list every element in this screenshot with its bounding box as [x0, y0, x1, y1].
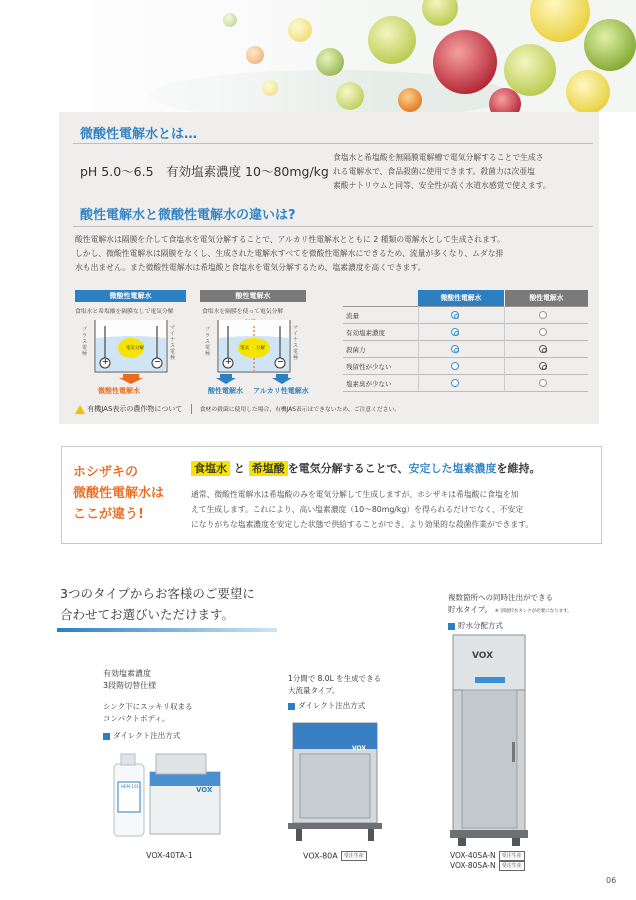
- diagram2-output-left: 酸性電解水: [208, 387, 243, 395]
- comparison-col1: 微酸性電解水: [418, 290, 504, 306]
- diagram2-center-left: 電気: [240, 346, 249, 351]
- product3-desc: 複数箇所への同時注出ができる 貯水タイプ。 ※ 別途貯水タンクが必要になります。: [448, 593, 572, 614]
- arrow-down-icon: [119, 374, 143, 384]
- feature-heading: ホシザキの 微酸性電解水は ここが違う!: [73, 465, 165, 522]
- product3-brand: VOX: [472, 651, 494, 661]
- comparison-col2: 酸性電解水: [505, 290, 588, 306]
- diagram1-minus-label: マイナス電極: [170, 325, 176, 361]
- product3-method: 貯水分配方式: [448, 620, 503, 631]
- row-label: 塩素臭が少ない: [346, 380, 392, 388]
- diagram1-output: 微酸性電解水: [98, 387, 140, 395]
- product1-bottle-label: HEM-101: [121, 784, 140, 789]
- warning-icon: [75, 405, 85, 414]
- divider: [191, 404, 192, 414]
- circle-icon: [539, 311, 547, 319]
- diagram1-sub: 食塩水と希塩酸を隔膜なしで電気分解: [75, 309, 174, 315]
- table-row: [343, 341, 588, 358]
- diagram2-plus-label: プラス電極: [205, 327, 211, 357]
- divider: [73, 226, 593, 227]
- double-circle-icon: [451, 328, 459, 336]
- divider: [504, 306, 505, 391]
- square-bullet-icon: [103, 733, 110, 740]
- section1-title: 微酸性電解水とは…: [80, 127, 198, 142]
- product3-models: VOX-40SA-N 受注生産 VOX-80SA-N 受注生産: [450, 851, 525, 871]
- product3-machine-image: [450, 632, 530, 850]
- notice-text: 食材の殺菌に使用した場合、有機JAS表示はできないため、ご注意ください。: [199, 407, 401, 413]
- product1-method: ダイレクト注出方式: [103, 730, 180, 741]
- table-row: [343, 324, 588, 341]
- diagram2-sub: 食塩水を隔膜を使って電気分解: [202, 309, 284, 315]
- product2-model: VOX-80A 受注生産: [303, 851, 367, 861]
- diagram1-center: 電気分解: [126, 346, 144, 351]
- section1-desc: 食塩水と希塩酸を無隔膜電解槽で電気分解することで生成さ れる電解水で、食品殺菌に使用できます。殺菌力は次亜塩 素酸ナトリウムと同等、安全性が高く水道水感覚で使えます。: [333, 153, 551, 190]
- row-label: 殺菌力: [346, 346, 366, 354]
- diagram2-plus: +: [225, 357, 232, 366]
- double-circle-icon: [451, 311, 459, 319]
- diagram2-header: 酸性電解水: [200, 290, 306, 302]
- circle-icon: [451, 362, 459, 370]
- product2-machine-image: [288, 718, 383, 843]
- circle-icon: [539, 328, 547, 336]
- square-bullet-icon: [288, 703, 295, 710]
- diagram1-header: 微酸性電解水: [75, 290, 186, 302]
- diagram1-minus: −: [154, 357, 161, 366]
- divider: [418, 306, 419, 391]
- product1-desc: シンク下にスッキリ収まる コンパクトボディ。: [103, 702, 193, 723]
- arrow-down-icon: [216, 374, 236, 384]
- feature-body: 通常、微酸性電解水は希塩酸のみを電気分解して生成しますが、ホシザキは希塩酸に食塩を加 えて生成します。これにより、高い塩素濃度（10〜80mg/kg）を得られるだけでなく、不安定 になりがちな塩素濃度を安定した状態で供給することができ、より効果的な殺菌作業ができます。: [191, 490, 534, 529]
- notice-title: 有機JAS表示の農作物について: [87, 405, 183, 413]
- row-label: 有効塩素濃度: [346, 329, 385, 337]
- arrow-down-icon: [272, 374, 292, 384]
- square-bullet-icon: [448, 623, 455, 630]
- product1-machine-image: [108, 750, 228, 845]
- diagram2-output-right: アルカリ性電解水: [253, 387, 309, 395]
- diagram2-center-right: 分解: [256, 346, 265, 351]
- row-label: 残留性が少ない: [346, 363, 392, 371]
- ph-spec: pH 5.0〜6.5 有効塩素濃度 10〜80mg/kg: [80, 164, 329, 179]
- table-row: [343, 375, 588, 392]
- diagram1-plus: +: [102, 357, 109, 366]
- feature-lead: 食塩水 と 希塩酸 を電気分解することで、安定した塩素濃度を維持。: [191, 460, 540, 476]
- notice: [75, 404, 400, 414]
- product1-model: VOX-40TA-1: [146, 851, 193, 860]
- diagram2-minus: −: [277, 357, 284, 366]
- circle-icon: [451, 379, 459, 387]
- intro-underline: [57, 628, 277, 632]
- product1-feature: 有効塩素濃度 3段階切替仕様: [103, 669, 157, 690]
- diagram2-minus-label: マイナス電極: [293, 325, 299, 361]
- circle-icon: [539, 379, 547, 387]
- highlight-hcl: 希塩酸: [249, 461, 288, 476]
- section2-title: 酸性電解水と微酸性電解水の違いは?: [80, 208, 296, 223]
- double-circle-icon: [539, 345, 547, 353]
- double-circle-icon: [451, 345, 459, 353]
- header-fruit-image: [0, 0, 636, 112]
- row-label: 流量: [346, 312, 359, 320]
- product2-desc: 1分間で 8.0L を生成できる 大流量タイプ。: [288, 674, 382, 695]
- page-number: 06: [606, 876, 617, 885]
- diagram1-plus-label: プラス電極: [82, 327, 88, 357]
- products-intro: 3つのタイプからお客様のご要望に 合わせてお選びいただけます。: [60, 586, 255, 622]
- product1-brand: VOX: [196, 786, 213, 794]
- product2-method: ダイレクト注出方式: [288, 700, 365, 711]
- table-row: [343, 307, 588, 324]
- table-row: [343, 358, 588, 375]
- divider: [73, 143, 593, 144]
- highlight-salt-water: 食塩水: [191, 461, 230, 476]
- product2-brand: VOX: [352, 745, 367, 752]
- double-circle-icon: [539, 362, 547, 370]
- section2-paragraph: 酸性電解水は隔膜を介して食塩水を電気分解することで、アルカリ性電解水とともに 2 種類の電解水として生成されます。 しかし、微酸性電解水は隔膜をなくし、生成された電解水すべてを微酸性電解水にできるため、流量が多くなり、ムダな排 水も出ません。また微酸性電解水は希塩酸と食塩水を電気分解するため、塩素濃度を高くできます。: [75, 235, 505, 272]
